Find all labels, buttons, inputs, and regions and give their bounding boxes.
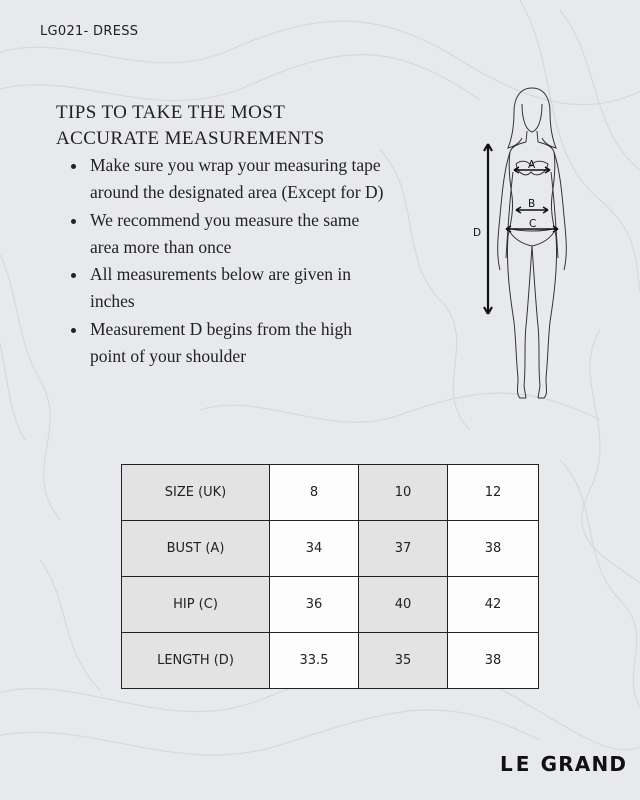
- table-cell: 38: [448, 633, 539, 689]
- tips-title-line-2: ACCURATE MEASUREMENTS: [56, 128, 325, 149]
- tip-item: • We recommend you measure the same area more than once: [88, 207, 386, 262]
- row-label: BUST (A): [122, 521, 270, 577]
- table-row: [122, 465, 539, 521]
- table-cell: 40: [359, 577, 448, 633]
- label-c: C: [529, 218, 537, 230]
- measurement-lines: [484, 144, 558, 314]
- row-label: HIP (C): [122, 577, 270, 633]
- logo-grand: GRAND: [540, 752, 628, 776]
- tips-title: [56, 100, 386, 152]
- table-cell: 42: [448, 577, 539, 633]
- table-row: [122, 577, 539, 633]
- table-cell: 35: [359, 633, 448, 689]
- table-cell: 10: [359, 465, 448, 521]
- row-label: SIZE (UK): [122, 465, 270, 521]
- tips-list: [56, 152, 386, 370]
- table-cell: 37: [359, 521, 448, 577]
- label-b: B: [528, 198, 536, 210]
- logo-le: LE: [500, 752, 533, 776]
- table-cell: 12: [448, 465, 539, 521]
- size-chart-table: [121, 464, 539, 689]
- table-row: [122, 633, 539, 689]
- tip-item: • All measurements below are given in inches: [88, 261, 386, 316]
- table-cell: 34: [270, 521, 359, 577]
- tips-title-line-1: TIPS TO TAKE THE MOST: [56, 102, 286, 123]
- length-line-d: [484, 144, 492, 314]
- measurement-tips: [56, 100, 386, 370]
- tip-item: • Measurement D begins from the high point of your shoulder: [88, 316, 386, 371]
- table-cell: 8: [270, 465, 359, 521]
- table-row: [122, 521, 539, 577]
- product-code: LG021- DRESS: [40, 24, 139, 39]
- woman-silhouette-icon: [498, 88, 567, 398]
- tip-item: • Make sure you wrap your measuring tape around the designated area (Except for D): [88, 152, 386, 207]
- brand-logo: [500, 752, 627, 776]
- label-d: D: [473, 227, 482, 239]
- table-cell: 38: [448, 521, 539, 577]
- label-a: A: [528, 159, 536, 171]
- body-measurement-figure: [466, 86, 596, 406]
- table-cell: 36: [270, 577, 359, 633]
- table-cell: 33.5: [270, 633, 359, 689]
- row-label: LENGTH (D): [122, 633, 270, 689]
